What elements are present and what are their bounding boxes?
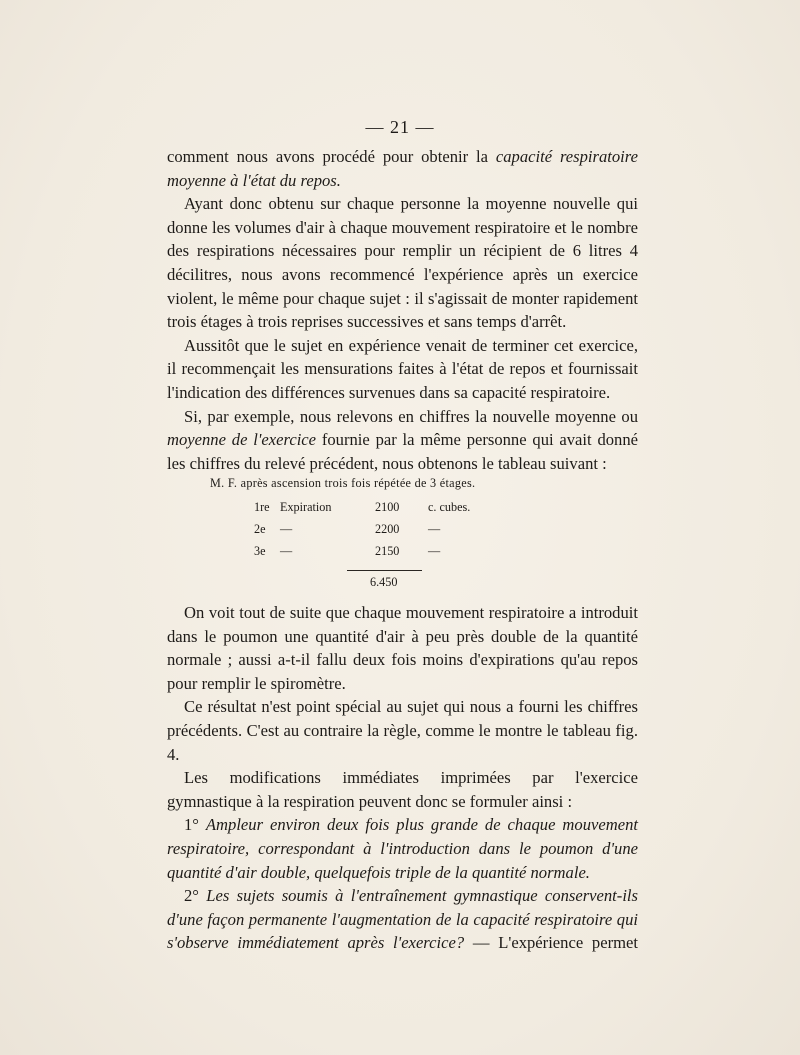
row-label: — [280,544,293,558]
text-run: Ce résultat n'est point spécial au sujet qui nous a fourni les chiffres précédents. C'est au contraire la règle, comme le montre le tableau fig. 4. [167,697,638,764]
paragraph-continuation [167,145,638,192]
row-number: 1re [254,500,270,514]
row-value: 2100 [375,500,400,514]
table-row [210,495,590,517]
row-value: 2200 [375,522,400,536]
text-run: Ayant donc obtenu sur chaque personne la moyenne nouvelle qui donne les volumes d'air à chaque mouvement respiratoire et le nombre des respirations nécessaires pour remplir un récipient de 6 litres 4 décilitres, nous avons recommencé l'expérience après un exercice violent, le même pour chaque sujet : il s'agissait de monter rapidement trois étages à trois reprises successives et sans temps d'arrêt. [167,194,638,332]
row-unit: — [428,522,441,536]
row-value: 2150 [375,544,400,558]
text-run: Aussitôt que le sujet en expérience venait de terminer cet exercice, il recommençait les mensurations faites à l'état de repos et fournissait l'indication des différences survenues dans sa capacité respiratoire. [167,335,638,402]
text-run: Si, par exemple, nous relevons en chiffres la nouvelle moyenne ou [184,406,638,426]
text-block-bottom [167,601,638,955]
text-run: fournie par la même personne qui avait donné les chiffres du relevé précédent, nous obtenons le tableau suivant : [167,430,639,473]
paragraph [167,601,638,695]
table-row [210,517,590,539]
row-number: 3e [254,544,266,558]
row-label: Expiration [280,500,332,514]
text-run: comment nous avons procédé pour obtenir la [167,147,496,166]
paragraph [167,813,638,884]
text-run: 2° [184,886,207,906]
row-label: — [280,522,293,536]
italic-text: Ampleur environ deux fois plus grande de chaque mouvement respiratoire, correspondant à l'introduction dans le poumon d'une quantité d'air double, quelquefois triple de la quantité normale. [167,815,638,882]
italic-text: Les sujets soumis à l'entraînement gymnastique conservent-ils d'une façon permanente l'augmentation de la capacité respiratoire qui s'observe immédiatement après l'exercice? [167,886,638,953]
text-run: On voit tout de suite que chaque mouvement respiratoire a introduit dans le poumon une quantité d'air à peu près double de la quantité normale ; aussi a-t-il fallu deux fois moins d'expirations qu'au repos pour remplir le spiromètre. [167,603,638,693]
text-run: 1° [184,815,206,835]
paragraph [167,695,638,766]
row-number: 2e [254,522,266,536]
paragraph [167,884,638,955]
paragraph [167,766,638,813]
text-run: — L'expérience permet [464,933,638,953]
italic-text: capacité respiratoire moyenne à l'état du repos. [167,147,638,190]
paragraph [167,192,638,334]
table-title: M. F. après ascension trois fois répétée de 3 étages. [210,476,476,490]
row-unit: — [428,544,441,558]
paragraph [167,334,638,405]
row-unit: c. cubes. [428,500,471,514]
page-number: — 21 — [365,117,435,137]
text-block-top [167,145,638,475]
text-run: Les modifications immédiates imprimées par l'exercice gymnastique à la respiration peuvent donc se formuler ainsi : [167,768,638,811]
table-row [210,539,590,561]
table-total: 6.450 [370,575,398,589]
italic-text: moyenne de l'exercice [167,430,317,450]
paragraph [167,405,638,476]
